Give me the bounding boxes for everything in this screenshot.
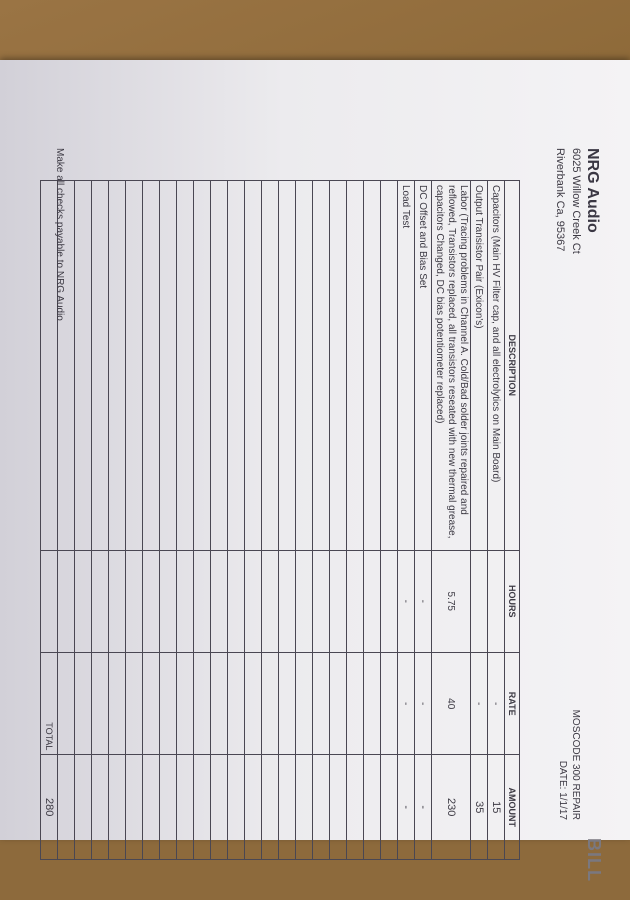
- row-hours: [471, 550, 488, 652]
- row-amount: -: [398, 755, 415, 860]
- table-header-row: [505, 181, 520, 860]
- bill-paper: [0, 60, 630, 882]
- row-description: Capacitors (Main HV Filter cap, and all electrolytics on Main Board): [488, 181, 505, 551]
- bill-title: BILL: [584, 838, 604, 882]
- company-address-line1: 6025 Willow Creek Ct: [570, 148, 582, 254]
- row-rate: -: [471, 652, 488, 754]
- company-block: [552, 148, 600, 254]
- empty-row: [262, 181, 279, 860]
- empty-row: [177, 181, 194, 860]
- bill-sheet: [0, 120, 630, 900]
- column-header-amount: AMOUNT: [505, 755, 520, 860]
- job-block: [556, 710, 582, 820]
- row-description: Labor (Tracing problems in Channel A. Cold/Bad solder joints repaired and reflowed, Transistors replaced, all transistors reseated with new thermal grease, capacitors Changed, DC bias potentiometer replaced): [432, 181, 471, 551]
- empty-row: [330, 181, 347, 860]
- total-value: 280: [41, 755, 58, 860]
- empty-row: [347, 181, 364, 860]
- row-amount: 230: [432, 755, 471, 860]
- bill-date: DATE: 1/1/17: [557, 760, 568, 820]
- row-rate: -: [415, 652, 432, 754]
- empty-row: [364, 181, 381, 860]
- row-amount: 15: [488, 755, 505, 860]
- empty-row: [296, 181, 313, 860]
- empty-row: [160, 181, 177, 860]
- empty-row: [126, 181, 143, 860]
- empty-row: [313, 181, 330, 860]
- row-rate: -: [398, 652, 415, 754]
- row-rate: 40: [432, 652, 471, 754]
- column-header-rate: RATE: [505, 652, 520, 754]
- row-amount: 35: [471, 755, 488, 860]
- row-hours: 5.75: [432, 550, 471, 652]
- row-rate: -: [488, 652, 505, 754]
- table-row: [432, 181, 471, 860]
- empty-row: [109, 181, 126, 860]
- payment-note: Make all checks payable to NRG Audio: [54, 148, 65, 321]
- empty-row: [245, 181, 262, 860]
- job-title: MOSCODE 300 REPAIR: [570, 709, 581, 820]
- empty-row: [381, 181, 398, 860]
- row-description: DC Offset and Bias Set: [415, 181, 432, 551]
- empty-row: [211, 181, 228, 860]
- row-description: Load Test: [398, 181, 415, 551]
- row-hours: -: [415, 550, 432, 652]
- empty-row: [75, 181, 92, 860]
- empty-row: [92, 181, 109, 860]
- row-hours: -: [398, 550, 415, 652]
- row-description: Output Transistor Pair (Exicon's): [471, 181, 488, 551]
- total-label: TOTAL: [41, 652, 58, 754]
- company-address-line2: Riverbank Ca, 95367: [554, 148, 566, 252]
- empty-row: [228, 181, 245, 860]
- column-header-hours: HOURS: [505, 550, 520, 652]
- table-row: [471, 181, 488, 860]
- company-name: NRG Audio: [584, 148, 601, 233]
- row-hours: [488, 550, 505, 652]
- line-items-table: [40, 180, 520, 860]
- empty-row: [143, 181, 160, 860]
- column-header-description: DESCRIPTION: [505, 181, 520, 551]
- table-row: [415, 181, 432, 860]
- empty-row: [194, 181, 211, 860]
- empty-row: [279, 181, 296, 860]
- row-amount: -: [415, 755, 432, 860]
- table-row: [488, 181, 505, 860]
- table-row: [398, 181, 415, 860]
